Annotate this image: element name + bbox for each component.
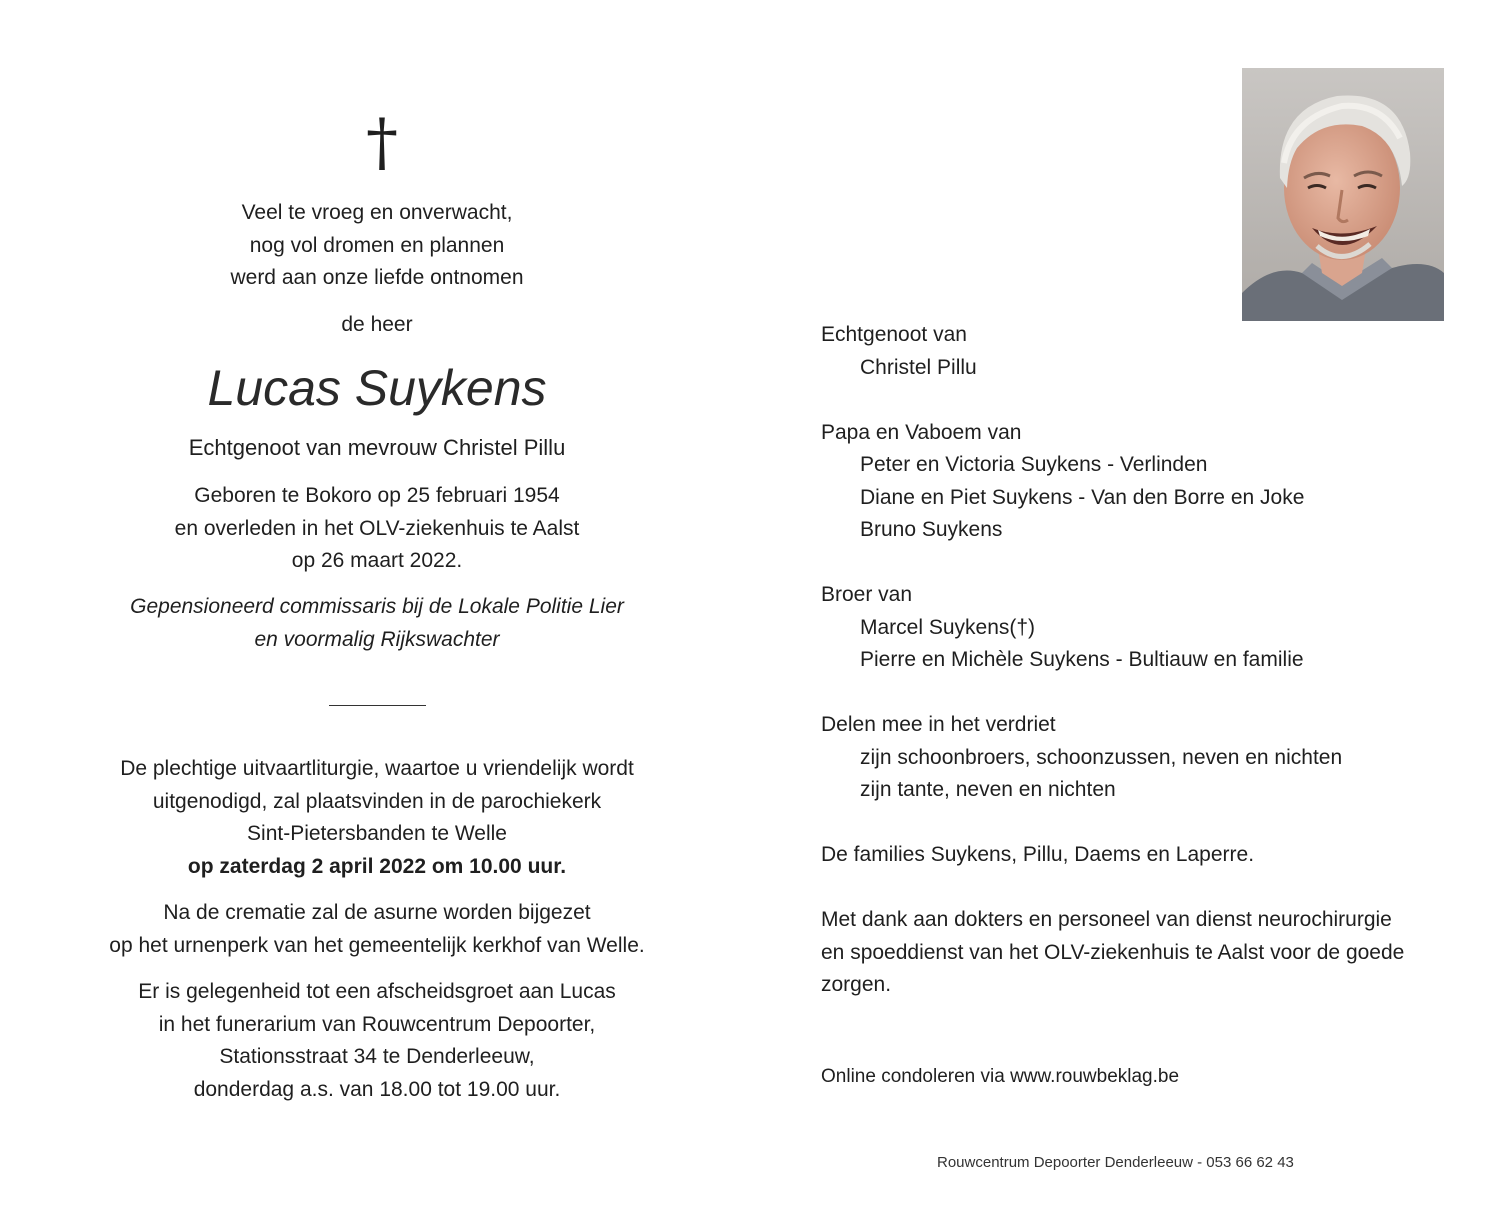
thanks-line: Met dank aan dokters en personeel van dienst neurochirurgie: [821, 908, 1392, 931]
farewell-line: Er is gelegenheid tot een afscheidsgroet aan Lucas: [138, 980, 616, 1003]
families-line: De families Suykens, Pillu, Daems en Laperre.: [821, 843, 1255, 866]
relation-heading: Broer van: [821, 583, 913, 606]
funeral-info: [72, 753, 682, 883]
poem: [72, 197, 682, 295]
cross-icon: †: [366, 106, 398, 180]
right-column: [821, 319, 1451, 1034]
honorific: de heer: [341, 313, 413, 336]
relation-heading: Delen mee in het verdriet: [821, 713, 1056, 736]
birth-death-line: en overleden in het OLV-ziekenhuis te Aalst: [174, 516, 580, 540]
career-info: [72, 591, 682, 656]
relation-item: zijn tante, neven en nichten: [860, 778, 1116, 801]
relation-heading: Echtgenoot van: [821, 323, 967, 346]
relation-item: Diane en Piet Suykens - Van den Borre en Joke: [860, 485, 1305, 509]
funeral-line: Sint-Pietersbanden te Welle: [247, 822, 507, 845]
birth-death-line: Geboren te Bokoro op 25 februari 1954: [194, 484, 560, 507]
thanks-paragraph: [821, 904, 1451, 1002]
birth-death-line: op 26 maart 2022.: [291, 549, 463, 572]
farewell-info: [72, 976, 682, 1106]
poem-line: nog vol dromen en plannen: [249, 233, 505, 257]
relation-group: [821, 579, 1451, 677]
portrait-photo: [1242, 68, 1444, 321]
birth-death-info: [72, 480, 682, 578]
poem-line: werd aan onze liefde ontnomen: [230, 266, 524, 289]
relation-item: Pierre en Michèle Suykens - Bultiauw en familie: [860, 648, 1304, 671]
relation-group: [821, 417, 1451, 547]
relation-group: [821, 319, 1451, 384]
footer-funeral-home: Rouwcentrum Depoorter Denderleeuw - 053 66 62 43: [937, 1154, 1294, 1171]
cremation-line: op het urnenperk van het gemeentelijk kerkhof van Welle.: [109, 933, 645, 957]
funeral-date: op zaterdag 2 april 2022 om 10.00 uur.: [187, 854, 567, 878]
career-line: Gepensioneerd commissaris bij de Lokale Politie Lier: [130, 595, 624, 618]
relation-item: zijn schoonbroers, schoonzussen, neven en nichten: [860, 745, 1343, 769]
thanks-line: zorgen.: [821, 973, 892, 996]
divider: [329, 705, 426, 706]
online-condolence-link[interactable]: Online condoleren via www.rouwbeklag.be: [821, 1066, 1180, 1087]
relation-item: Bruno Suykens: [860, 518, 1003, 541]
career-line: en voormalig Rijkswachter: [254, 627, 500, 651]
spouse-line: Echtgenoot van mevrouw Christel Pillu: [188, 435, 566, 460]
portrait-image: [1242, 68, 1444, 321]
deceased-name: Lucas Suykens: [207, 360, 547, 416]
farewell-line: Stationsstraat 34 te Denderleeuw,: [219, 1045, 535, 1068]
funeral-line: De plechtige uitvaartliturgie, waartoe u vriendelijk wordt: [120, 757, 634, 780]
farewell-line: donderdag a.s. van 18.00 tot 19.00 uur.: [193, 1077, 561, 1101]
relation-group: [821, 709, 1451, 807]
relation-item: Peter en Victoria Suykens - Verlinden: [860, 453, 1208, 476]
relation-item: Christel Pillu: [860, 355, 977, 379]
funeral-line: uitgenodigd, zal plaatsvinden in de parochiekerk: [152, 789, 602, 813]
thanks-line: en spoeddienst van het OLV-ziekenhuis te Aalst voor de goede: [821, 940, 1405, 964]
farewell-line: in het funerarium van Rouwcentrum Depoorter,: [158, 1012, 596, 1036]
relation-heading: Papa en Vaboem van: [821, 420, 1022, 444]
poem-line: Veel te vroeg en onverwacht,: [241, 201, 513, 224]
cremation-info: [72, 897, 682, 962]
relation-item: Marcel Suykens(†): [860, 615, 1036, 639]
cremation-line: Na de crematie zal de asurne worden bijgezet: [163, 901, 591, 924]
